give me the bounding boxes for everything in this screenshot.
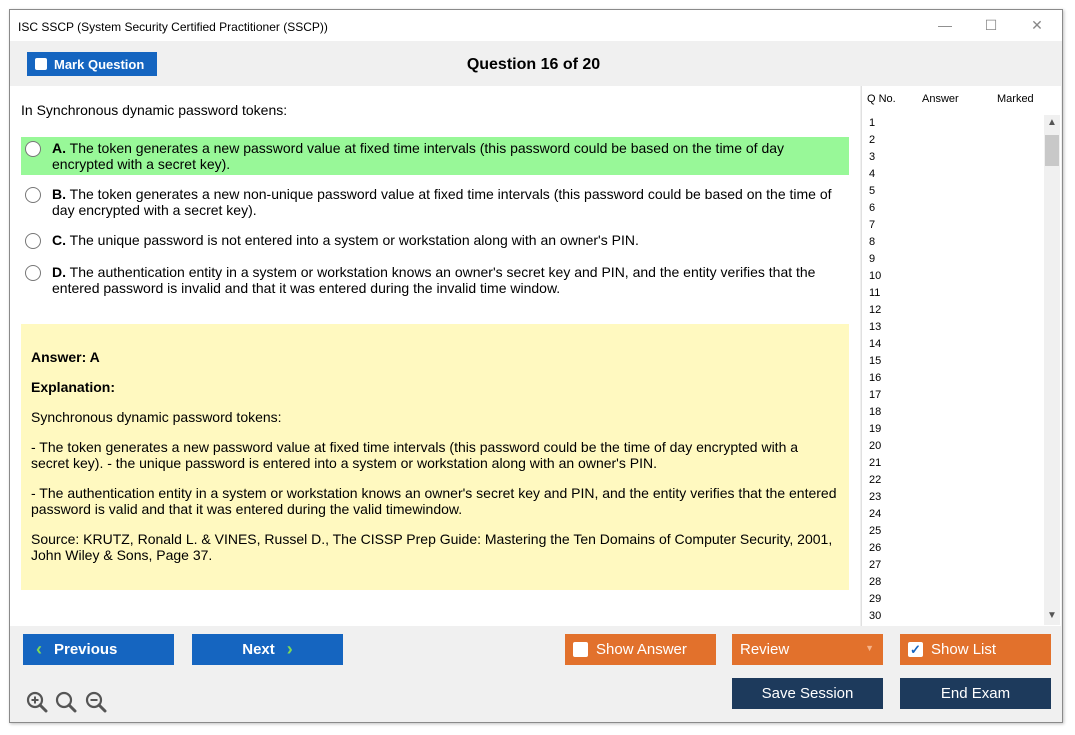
question-header [10, 41, 1062, 86]
option-c[interactable] [21, 229, 849, 251]
list-row[interactable]: 19 [869, 423, 882, 435]
list-row[interactable]: 10 [869, 270, 882, 282]
close-button[interactable]: ✕ [1031, 17, 1043, 33]
list-row[interactable]: 21 [869, 457, 882, 469]
question-list-rows [862, 115, 1045, 625]
explanation-heading: Explanation: [31, 379, 116, 395]
explanation-paragraph: - The token generates a new password value at fixed time intervals (this password could be the time of day encrypted with a secret key). - the unique password is entered into a system or workstation along with an owner's PIN. [31, 439, 799, 471]
save-session-button[interactable] [732, 678, 883, 709]
option-letter: B. [52, 186, 66, 202]
radio-icon[interactable] [25, 187, 41, 203]
show-list-label: Show List [931, 641, 997, 658]
list-row[interactable]: 18 [869, 406, 882, 418]
question-list [861, 86, 1061, 626]
scroll-up-icon[interactable]: ▲ [1047, 117, 1057, 128]
list-row[interactable]: 28 [869, 576, 882, 588]
end-exam-button[interactable] [900, 678, 1051, 709]
app-window [9, 9, 1063, 723]
list-row[interactable]: 12 [869, 304, 882, 316]
list-row[interactable]: 20 [869, 440, 882, 452]
list-row[interactable]: 6 [869, 202, 876, 214]
dropdown-arrow-icon: ▼ [865, 643, 874, 653]
window-title: ISC SSCP (System Security Certified Practitioner (SSCP)) [18, 20, 328, 34]
col-qno: Q No. [867, 93, 896, 105]
list-row[interactable]: 14 [869, 338, 882, 350]
explanation-paragraph: - The authentication entity in a system or workstation knows an owner's secret key and PIN, and the entity verifies that the entered password is valid and that it was entered during the valid timewindow. [31, 485, 837, 517]
col-marked: Marked [997, 93, 1034, 105]
title-bar [10, 10, 1062, 41]
review-dropdown[interactable] [732, 634, 883, 665]
list-row[interactable]: 15 [869, 355, 882, 367]
chevron-right-icon: › [286, 639, 293, 659]
scroll-down-icon[interactable]: ▼ [1047, 610, 1057, 621]
option-text: The unique password is not entered into a system or workstation along with an owner's PIN. [69, 232, 639, 248]
option-letter: A. [52, 140, 66, 156]
previous-button[interactable] [23, 634, 174, 665]
end-exam-label: End Exam [940, 685, 1011, 702]
explanation-box [21, 324, 849, 590]
list-row[interactable]: 17 [869, 389, 882, 401]
radio-icon[interactable] [25, 141, 41, 157]
answer-label: Answer: A [31, 349, 100, 365]
list-row[interactable]: 9 [869, 253, 876, 265]
save-session-label: Save Session [761, 685, 854, 702]
list-row[interactable]: 27 [869, 559, 882, 571]
option-d[interactable] [21, 261, 849, 299]
mark-question-label: Mark Question [54, 56, 145, 72]
list-row[interactable]: 2 [869, 134, 876, 146]
zoom-out-icon[interactable] [85, 691, 107, 713]
list-row[interactable]: 11 [869, 287, 881, 299]
list-row[interactable]: 13 [869, 321, 882, 333]
option-text: The authentication entity in a system or workstation knows an owner's secret key and PIN, and the entity verifies that the entered password is invalid and that it was entered during the invalid time window. [52, 264, 816, 296]
list-row[interactable]: 4 [869, 168, 876, 180]
list-row[interactable]: 3 [869, 151, 876, 163]
question-text: In Synchronous dynamic password tokens: [21, 102, 288, 118]
option-letter: C. [52, 232, 66, 248]
next-label: Next [242, 641, 275, 658]
explanation-paragraph: Synchronous dynamic password tokens: [31, 409, 282, 425]
list-row[interactable]: 8 [869, 236, 876, 248]
show-answer-button[interactable] [565, 634, 716, 665]
checkbox-icon [573, 642, 588, 657]
list-row[interactable]: 25 [869, 525, 882, 537]
radio-icon[interactable] [25, 233, 41, 249]
zoom-reset-icon[interactable] [55, 691, 77, 713]
show-list-button[interactable] [900, 634, 1051, 665]
checkbox-checked-icon: ✓ [908, 642, 923, 657]
list-row[interactable]: 7 [869, 219, 876, 231]
list-row[interactable]: 30 [869, 610, 882, 622]
show-answer-label: Show Answer [596, 641, 687, 658]
review-label: Review [740, 641, 790, 658]
option-a[interactable] [21, 137, 849, 175]
list-row[interactable]: 23 [869, 491, 882, 503]
zoom-in-icon[interactable] [26, 691, 48, 713]
option-text: The token generates a new password value at fixed time intervals (this password could be based on the time of day encrypted with a secret key). [52, 140, 785, 172]
list-row[interactable]: 26 [869, 542, 882, 554]
option-b[interactable] [21, 183, 849, 221]
previous-label: Previous [54, 641, 118, 658]
question-panel [10, 86, 860, 626]
minimize-button[interactable]: — [938, 17, 952, 33]
explanation-source: Source: KRUTZ, Ronald L. & VINES, Russel D., The CISSP Prep Guide: Mastering the Ten Domains of Computer Security, 2001, John Wiley & Sons, Page 37. [31, 531, 833, 563]
list-row[interactable]: 29 [869, 593, 882, 605]
next-button[interactable] [192, 634, 343, 665]
list-row[interactable]: 1 [869, 117, 876, 129]
option-text: The token generates a new non-unique password value at fixed time intervals (this password could be based on the time of day encrypted with a secret key). [52, 186, 832, 218]
question-counter: Question 16 of 20 [466, 56, 601, 73]
list-row[interactable]: 24 [869, 508, 882, 520]
option-letter: D. [52, 264, 66, 280]
chevron-left-icon: ‹ [36, 639, 42, 659]
col-answer: Answer [922, 93, 959, 105]
question-list-header [862, 86, 1061, 108]
radio-icon[interactable] [25, 265, 41, 281]
maximize-button[interactable]: ☐ [984, 17, 998, 33]
list-row[interactable]: 5 [869, 185, 876, 197]
list-scrollbar[interactable] [1044, 115, 1060, 625]
list-row[interactable]: 16 [869, 372, 882, 384]
scroll-thumb[interactable] [1045, 135, 1059, 166]
list-row[interactable]: 22 [869, 474, 882, 486]
